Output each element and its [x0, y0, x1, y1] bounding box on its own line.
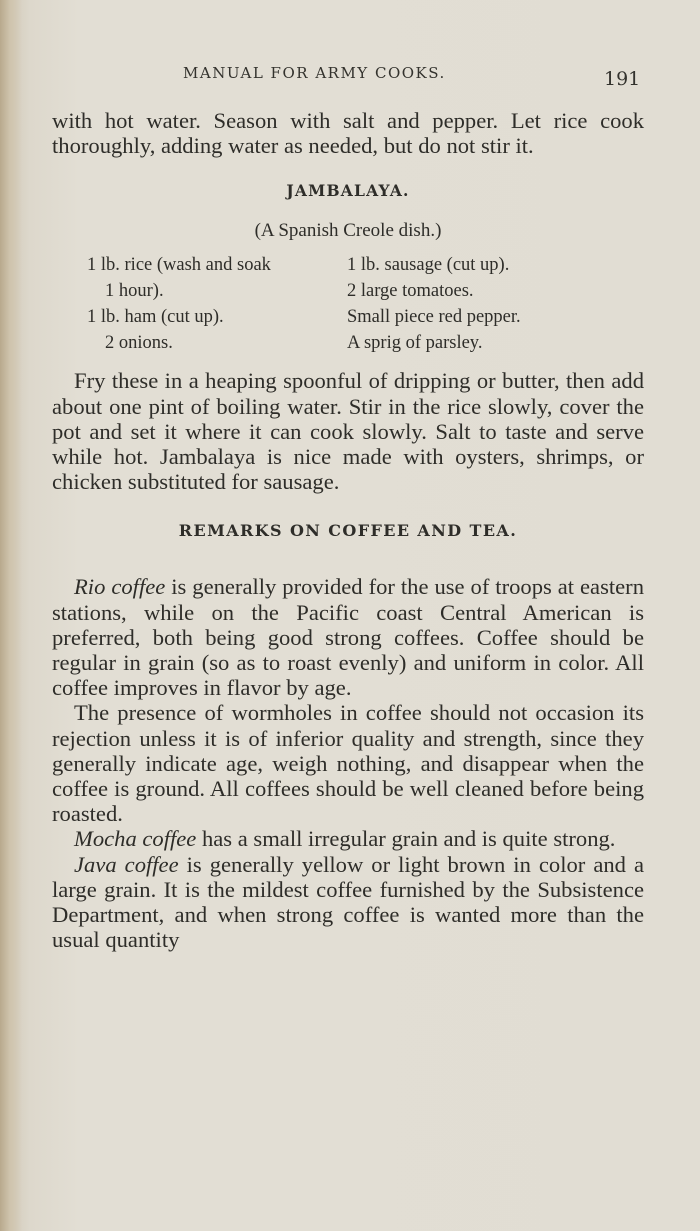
opening-paragraph: with hot water. Season with salt and pepper. Let rice cook thoroughly, adding water as needed, but do not stir it. [52, 108, 644, 159]
rio-coffee-text: is generally provided for the use of troops at eastern stations, while on the Pacific coast Central American is preferred, both being good strong coffees. Coffee should be regular in grain (so as to roast evenly) and uniform in color. All coffee improves in flavor by age. [52, 574, 644, 701]
ingredient-item: Small piece red pepper. [347, 307, 521, 328]
ingredient-item: 2 large tomatoes. [347, 281, 474, 302]
mocha-coffee-paragraph [52, 826, 644, 851]
ingredient-item: 1 lb. sausage (cut up). [347, 255, 510, 276]
wormholes-paragraph [52, 700, 644, 826]
page-number: 191 [604, 68, 641, 90]
jambalaya-heading: JAMBALAYA. [286, 181, 410, 201]
binding-edge [0, 0, 22, 1231]
ingredient-item: 1 lb. rice (wash and soak [87, 255, 271, 276]
running-title: MANUAL FOR ARMY COOKS. [183, 64, 446, 82]
running-head [0, 60, 700, 90]
body-text [52, 108, 644, 952]
ingredient-column-left [87, 252, 347, 356]
java-coffee-text: is generally yellow or light brown in color and a large grain. It is the mildest coffee furnished by the Subsistence Department, and when strong coffee is wanted more than the usual quantity [52, 851, 644, 953]
ingredient-item: A sprig of parsley. [347, 333, 483, 354]
rio-coffee-lead: Rio coffee [74, 574, 166, 600]
mocha-coffee-lead: Mocha coffee [74, 826, 197, 852]
rio-coffee-paragraph [52, 574, 644, 700]
ingredient-item: 2 onions. [105, 333, 173, 354]
jambalaya-subtitle: (A Spanish Creole dish.) [254, 220, 442, 242]
coffee-section-heading: REMARKS ON COFFEE AND TEA. [178, 521, 518, 541]
jambalaya-method: Fry these in a heaping spoonful of dripping or butter, then add about one pint of boiling water. Stir in the rice slowly, cover the pot and set it where it can cook slowly. Salt to taste and serve while hot. Jambalaya is nice made with oysters, shrimps, or chicken substituted for sausage. [52, 368, 644, 495]
ingredient-list [87, 252, 644, 356]
java-coffee-paragraph [52, 852, 644, 953]
ingredient-item: 1 hour). [105, 281, 164, 302]
mocha-coffee-text: has a small irregular grain and is quite strong. [196, 826, 616, 852]
ingredient-item: 1 lb. ham (cut up). [87, 307, 224, 328]
java-coffee-lead: Java coffee [74, 851, 179, 877]
ingredient-column-right [347, 252, 627, 356]
wormholes-text: The presence of wormholes in coffee should not occasion its rejection unless it is of inferior quality and strength, since they generally indicate age, weigh nothing, and disappear when the coffee is ground. All coffees should be well cleaned before being roasted. [52, 700, 644, 827]
